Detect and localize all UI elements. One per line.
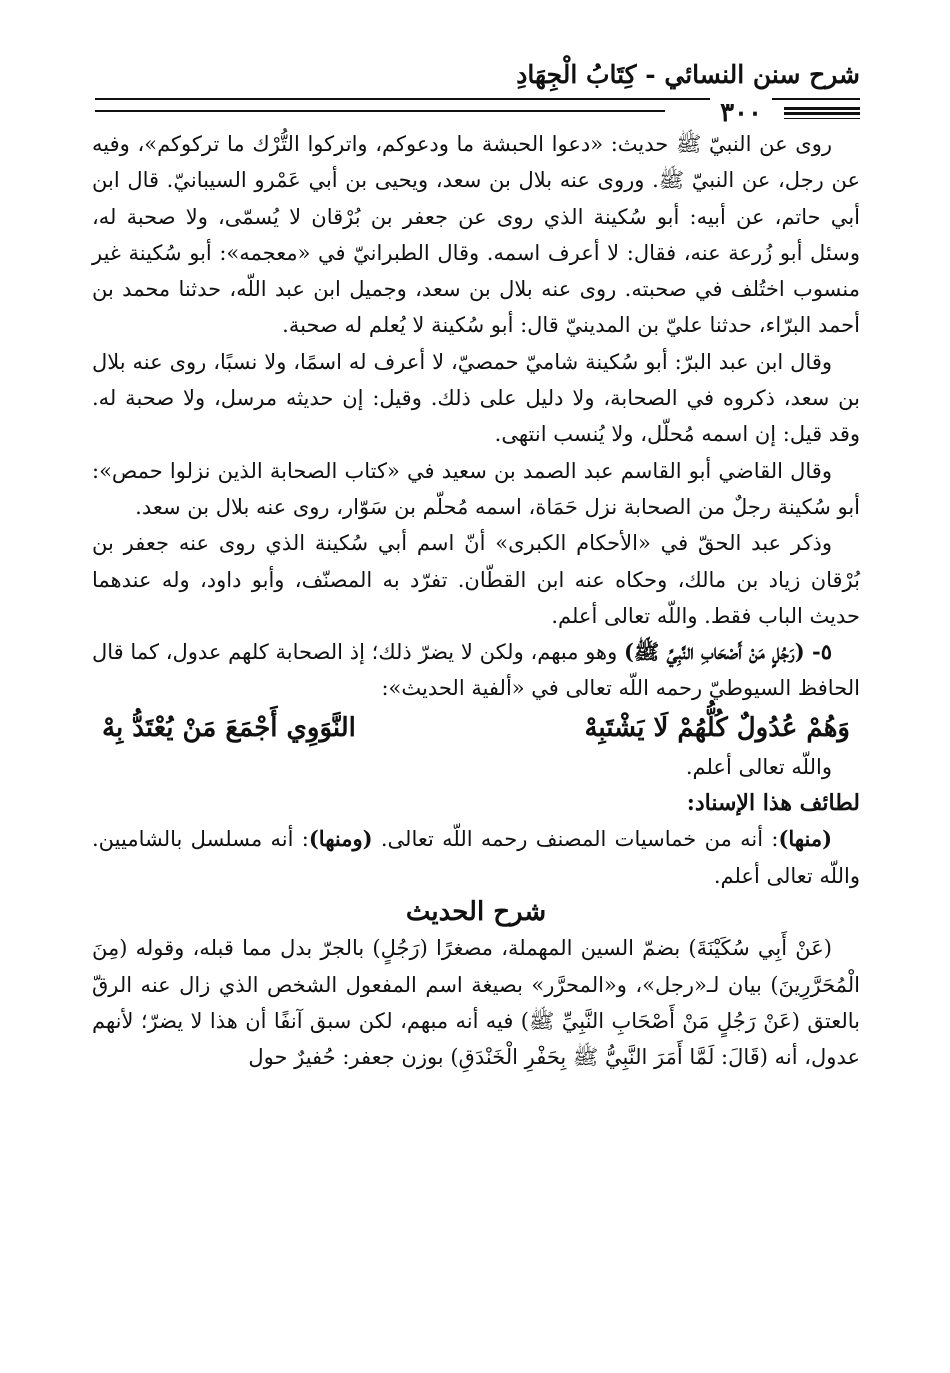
center-section-title: شرح الحديث: [405, 896, 547, 927]
paragraph-5: [92, 634, 860, 707]
paragraph-7-label-c: (ومنها): [308, 826, 373, 852]
paragraph-5-lead: ٥- (رَجُلٍ مَنْ أَصْحَابِ النَّبِيِّ ﷺ): [624, 639, 833, 665]
verse-second-half: النَّوَوِي أَجْمَعَ مَنْ يُعْتَدُّ بِهْ: [102, 712, 356, 743]
rule-thick-right-1: [784, 107, 860, 110]
paragraph-4: وذكر عبد الحقّ في «الأحكام الكبرى» أنّ اسم أبي سُكينة الذي روى عنه جعفر بن بُرْقان زياد بن مالك، وحكاه عنه ابن القطّان. تفرّد به المصنّف، وأبو داود، وله عندهما حديث الباب فقط. واللّه تعالى أعلم.: [92, 531, 860, 628]
paragraph-7-text-b: : أنه من خماسيات المصنف رحمه اللّه تعالى.: [372, 827, 779, 852]
paragraph-3: وقال القاضي أبو القاسم عبد الصمد بن سعيد في «كتاب الصحابة الذين نزلوا حمص»: أبو سُكينة رجلٌ من الصحابة نزل حَمَاة، اسمه مُحلّم بن سَوّار، روى عنه بلال بن سعد.: [92, 458, 860, 519]
rule-thin-right: [784, 118, 860, 119]
paragraph-7: [92, 821, 860, 894]
page-number-row: [95, 96, 860, 130]
running-title: شرح سنن النسائي - كِتَابُ الْجِهَادِ: [516, 60, 860, 89]
page-number: ٣٠٠: [710, 96, 772, 130]
paragraph-8: (عَنْ أَبِي سُكَيْنَةَ) بضمّ السين المهملة، مصغرًا (رَجُلٍ) بالجرّ بدل مما قبله، وقوله (مِنَ الْمُحَرَّرِينَ) بيان لـ«رجل»، و«المحرَّر» بصيغة اسم المفعول الشخص الذي زال عنه الرقّ بالعتق (عَنْ رَجُلٍ مَنْ أَصْحَابِ النَّبِيِّ ﷺ) فيه أنه مبهم، لكن سبق آنفًا أن هذا لا يضرّ؛ لأنهم عدول، أنه (قَالَ: لَمَّا أَمَرَ النَّبِيُّ ﷺ بِحَفْرِ الْخَنْدَقِ) بوزن جعفر: حُفيرٌ حول: [92, 936, 860, 1070]
verse-first-half: وَهُمْ عُدُولٌ كُلُّهُمْ لَا يَشْتَبِهْ: [584, 712, 850, 743]
verse-line: [92, 707, 860, 749]
rule-thick-right-2: [784, 112, 860, 115]
paragraph-1: روى عن النبيّ ﷺ حديث: «دعوا الحبشة ما ودعوكم، واتركوا التُّرْك ما تركوكم»، وفيه عن رجل، عن النبيّ ﷺ. وروى عنه بلال بن سعد، ويحيى بن أبي عَمْرو السيبانيّ. قال ابن أبي حاتم، عن أبيه: أبو سُكينة الذي روى عن جعفر بن بُرْقان لا يُسمّى، ولا صحبة له، وسئل أبو زُرعة عنه، فقال: لا أعرف اسمه. وقال الطبرانيّ في «معجمه»: أبو سُكينة غير منسوب اختُلف في صحبته. روى عنه بلال بن سعد، وجميل ابن عبد اللّه، حدثنا محمد بن أحمد البرّاء، حدثنا عليّ بن المدينيّ قال: أبو سُكينة لا يُعلم له صحبة.: [92, 132, 860, 338]
paragraph-2: وقال ابن عبد البرّ: أبو سُكينة شاميّ حمصيّ، لا أعرف له اسمًا، ولا نسبًا، روى عنه بلال بن سعد، ذكروه في الصحابة، ولا دليل على ذلك. وقيل: إن حديثه مرسل، ولا صحبة له. وقد قيل: إن اسمه مُحلّل، ولا يُنسب انتهى.: [92, 349, 860, 447]
paragraph-7-label-a: (منها): [778, 826, 833, 852]
section-heading: لطائف هذا الإسناد:: [686, 790, 860, 817]
page-header: [95, 42, 860, 128]
paragraph-5-rest: وهو مبهم، ولكن لا يضرّ ذلك؛ إذ الصحابة كلهم عدول، كما قال الحافظ السيوطيّ رحمه اللّه تعالى في «ألفية الحديث»:: [92, 640, 860, 701]
body-text: [92, 126, 860, 1075]
paragraph-6: واللّه تعالى أعلم.: [685, 754, 832, 779]
paragraph-7-text-d: : أنه مسلسل بالشاميين. واللّه تعالى أعلم.: [92, 827, 860, 888]
rule-long-left: [95, 110, 665, 112]
